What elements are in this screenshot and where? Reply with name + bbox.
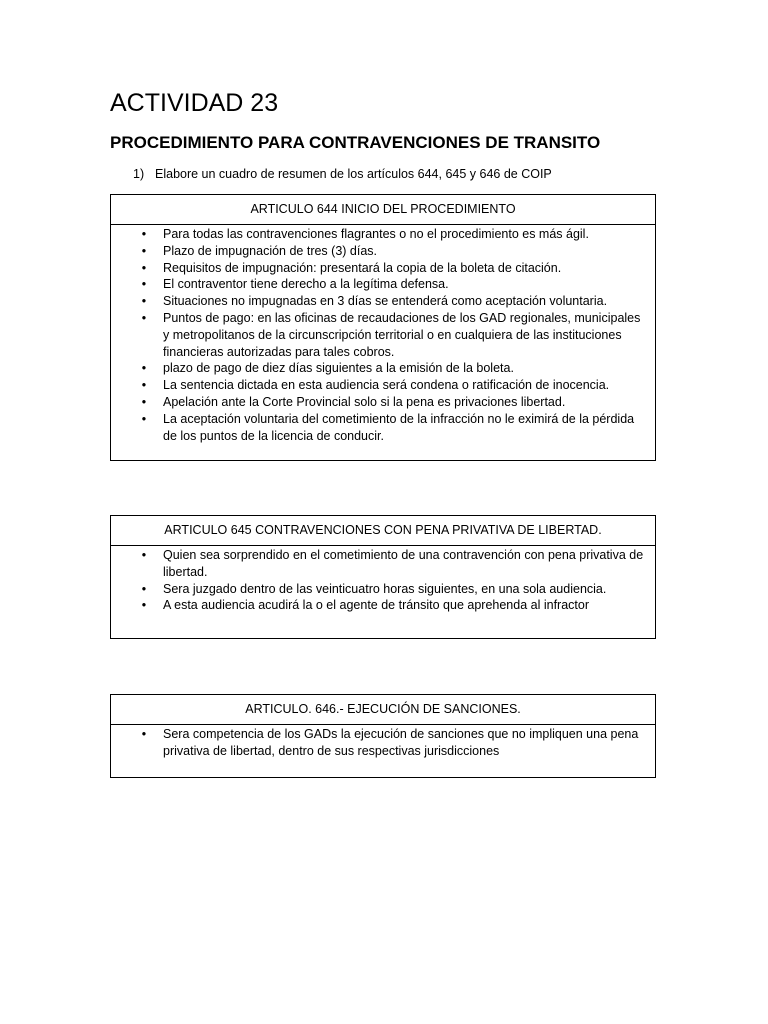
article-644-list xyxy=(137,226,647,444)
bullet-icon: • xyxy=(141,260,147,275)
bullet-icon: • xyxy=(141,581,147,596)
bullet-icon: • xyxy=(141,243,147,258)
article-644-box xyxy=(110,194,656,461)
document-subtitle: PROCEDIMIENTO PARA CONTRAVENCIONES DE TRANSITO xyxy=(110,133,601,152)
list-item: • Situaciones no impugnadas en 3 días se entenderá como aceptación voluntaria. xyxy=(137,293,647,310)
list-item: • Requisitos de impugnación: presentará la copia de la boleta de citación. xyxy=(137,260,647,277)
article-645-heading: ARTICULO 645 CONTRAVENCIONES CON PENA PRIVATIVA DE LIBERTAD. xyxy=(111,516,655,546)
bullet-icon: • xyxy=(141,277,147,292)
bullet-icon: • xyxy=(141,227,147,241)
bullet-icon: • xyxy=(141,378,147,393)
article-646-box xyxy=(110,694,656,778)
list-item: • Sera juzgado dentro de las veinticuatro horas siguientes, en una sola audiencia. xyxy=(137,581,647,598)
list-item: • Sera competencia de los GADs la ejecución de sanciones que no impliquen una pena privativa de libertad, dentro de sus respectivas jurisdicciones xyxy=(137,726,647,760)
list-item: • El contraventor tiene derecho a la legítima defensa. xyxy=(137,276,647,293)
bullet-icon: • xyxy=(141,411,147,426)
bullet-icon: • xyxy=(141,294,147,309)
list-item: • Plazo de impugnación de tres (3) días. xyxy=(137,243,647,260)
instruction xyxy=(133,165,552,183)
bullet-icon: • xyxy=(141,598,147,613)
list-item: • Puntos de pago: en las oficinas de recaudaciones de los GAD regionales, municipales y metropolitanos de la circunscripción territorial o en cualquiera de las instituciones financieras autorizadas para tales cobros. xyxy=(137,310,647,360)
list-item: • Para todas las contravenciones flagrantes o no el procedimiento es más ágil. xyxy=(137,226,647,243)
article-644-heading: ARTICULO 644 INICIO DEL PROCEDIMIENTO xyxy=(111,195,655,225)
list-item: • Apelación ante la Corte Provincial solo si la pena es privaciones libertad. xyxy=(137,394,647,411)
instruction-number: 1) xyxy=(133,167,145,181)
article-645-box xyxy=(110,515,656,639)
list-item: • La sentencia dictada en esta audiencia será condena o ratificación de inocencia. xyxy=(137,377,647,394)
bullet-icon: • xyxy=(141,727,147,741)
list-item: • La aceptación voluntaria del cometimiento de la infracción no le eximirá de la pérdida de los puntos de la licencia de conducir. xyxy=(137,411,647,445)
bullet-icon: • xyxy=(141,548,147,562)
list-item: • Quien sea sorprendido en el cometimiento de una contravención con pena privativa de libertad. xyxy=(137,547,647,581)
bullet-icon: • xyxy=(141,361,147,376)
document-title: ACTIVIDAD 23 xyxy=(110,89,279,117)
instruction-text: Elabore un cuadro de resumen de los artículos 644, 645 y 646 de COIP xyxy=(155,167,552,181)
bullet-icon: • xyxy=(141,394,147,409)
bullet-icon: • xyxy=(141,310,147,325)
article-646-list xyxy=(137,726,647,760)
article-646-heading: ARTICULO. 646.- EJECUCIÓN DE SANCIONES. xyxy=(111,695,655,725)
article-645-list xyxy=(137,547,647,614)
list-item: • A esta audiencia acudirá la o el agente de tránsito que aprehenda al infractor xyxy=(137,597,647,614)
list-item: • plazo de pago de diez días siguientes a la emisión de la boleta. xyxy=(137,360,647,377)
